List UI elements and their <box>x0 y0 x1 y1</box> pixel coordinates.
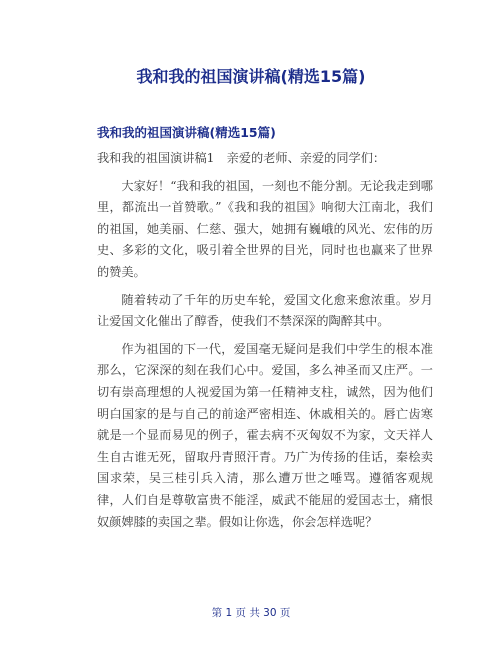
section-heading: 我和我的祖国演讲稿(精选15篇) <box>97 125 276 140</box>
paragraph-2: 随着转动了千年的历史车轮，爱国文化愈来愈浓重。岁月让爱国文化催出了醇香，使我们不禁深深的陶醉其中。 <box>97 292 433 329</box>
paragraph-greeting: 我和我的祖国演讲稿1 亲爱的老师、亲爱的同学们： <box>97 151 386 165</box>
paragraph-3: 作为祖国的下一代，爱国毫无疑问是我们中学生的根本准那么，它深深的刻在我们心中。爱国，多么神圣而又庄严。一切有崇高理想的人视爱国为第一任精神支柱，诚然，因为他们明白国家的是与自己的前途严密相连、休戚相关的。唇亡齿寒就是一个显而易见的例子，霍去病不灭匈奴不为家，文天祥人生自古谁无死，留取丹青照汗青。乃广为传扬的佳话，秦桧卖国求荣，吴三桂引兵入清，那么遭万世之唾骂。遵循客观规律，人们自是尊敬富贵不能淫，威武不能屈的爱国志士，痛恨奴颜婢膝的卖国之辈。假如让你选，你会怎样选呢？ <box>97 341 433 529</box>
document-title: 我和我的祖国演讲稿(精选15篇) <box>136 67 366 86</box>
paragraph-1: 大家好！“我和我的祖国，一刻也不能分割。无论我走到哪里，都流出一首赞歌。”《我和我的祖国》响彻大江南北，我们的祖国，她美丽、仁慈、强大，她拥有巍峨的风光、宏伟的历史、多彩的文化，吸引着全世界的目光，同时也也赢来了世界的赞美。 <box>97 178 433 279</box>
page-number-footer: 第 1 页 共 30 页 <box>211 607 291 619</box>
document-body <box>97 148 433 539</box>
